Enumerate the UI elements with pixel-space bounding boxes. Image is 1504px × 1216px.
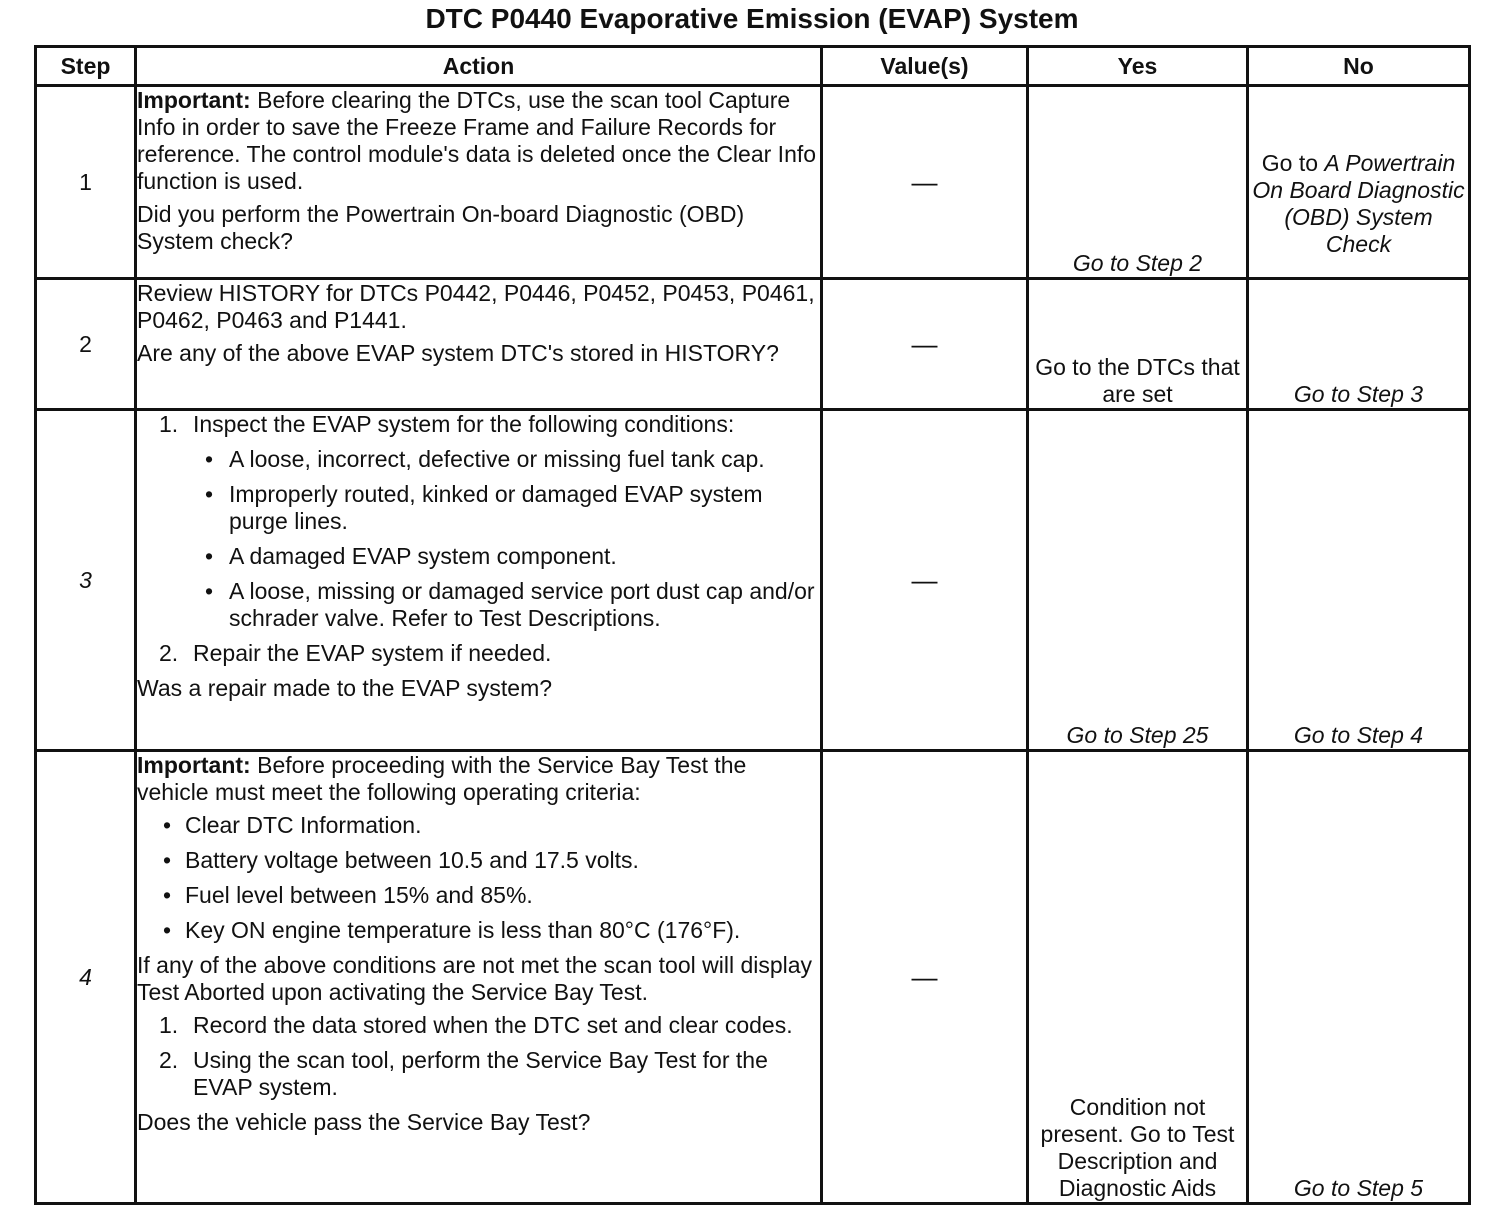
criteria-item (137, 917, 820, 944)
bullet-icon: • (205, 481, 214, 507)
bullet-icon: • (205, 446, 214, 472)
step-question: Was a repair made to the EVAP system? (137, 675, 553, 701)
header-no: No (1248, 47, 1470, 86)
step-question: Are any of the above EVAP system DTC's stored in HISTORY? (137, 340, 779, 366)
item-number: 1. (159, 411, 179, 437)
item-text: Repair the EVAP system if needed. (193, 640, 552, 666)
no-cell: Go to Step 4 (1248, 410, 1470, 751)
yes-cell: Go to Step 2 (1028, 86, 1248, 279)
bullet-icon: • (163, 812, 172, 838)
important-note (137, 87, 820, 195)
table-row (36, 751, 1470, 1204)
item-number: 2. (159, 1047, 179, 1073)
important-note (137, 752, 820, 806)
yes-cell: Go to Step 25 (1028, 410, 1248, 751)
bullet-icon: • (205, 543, 214, 569)
bullet-icon: • (163, 847, 172, 873)
criteria-text: Fuel level between 15% and 85%. (185, 882, 533, 908)
criteria-text: Battery voltage between 10.5 and 17.5 volts. (185, 847, 639, 873)
no-link: A Powertrain On Board Diagnostic (OBD) System Check (1252, 150, 1465, 257)
important-text: Before proceeding with the Service Bay Test the vehicle must meet the following operating criteria: (137, 752, 747, 805)
condition-text: Improperly routed, kinked or damaged EVAP system purge lines. (229, 481, 763, 534)
numbered-item (137, 411, 820, 438)
step-question: Did you perform the Powertrain On-board Diagnostic (OBD) System check? (137, 201, 745, 254)
action-cell (136, 751, 822, 1204)
table-row (36, 86, 1470, 279)
step-question: Does the vehicle pass the Service Bay Test? (137, 1109, 591, 1135)
important-label: Important: (137, 752, 251, 778)
step-number: 2 (36, 279, 136, 410)
step-number: 1 (36, 86, 136, 279)
page-title: DTC P0440 Evaporative Emission (EVAP) System (425, 3, 1079, 34)
important-label: Important: (137, 87, 251, 113)
bullet-icon: • (205, 578, 214, 604)
header-row (36, 47, 1470, 86)
criteria-text: Key ON engine temperature is less than 80°C (176°F). (185, 917, 741, 943)
no-cell (1248, 86, 1470, 279)
condition-text: A loose, missing or damaged service port dust cap and/or schrader valve. Refer to Test Descriptions. (229, 578, 815, 631)
action-cell (136, 279, 822, 410)
criteria-item (137, 812, 820, 839)
criteria-item (137, 847, 820, 874)
numbered-item (137, 1047, 820, 1101)
diagnostic-table (34, 45, 1471, 1205)
condition-item (137, 481, 820, 535)
numbered-item (137, 640, 820, 667)
step-note: If any of the above conditions are not met the scan tool will display Test Aborted upon activating the Service Bay Test. (137, 952, 813, 1005)
bullet-icon: • (163, 917, 172, 943)
criteria-item (137, 882, 820, 909)
header-yes: Yes (1028, 47, 1248, 86)
item-text: Using the scan tool, perform the Service Bay Test for the EVAP system. (193, 1047, 768, 1100)
condition-text: A damaged EVAP system component. (229, 543, 617, 569)
step-number: 3 (36, 410, 136, 751)
step-number: 4 (36, 751, 136, 1204)
item-number: 1. (159, 1012, 179, 1038)
no-prefix: Go to (1261, 150, 1325, 176)
header-values: Value(s) (822, 47, 1028, 86)
important-text: Before clearing the DTCs, use the scan tool Capture Info in order to save the Freeze Frame and Failure Records for reference. The control module's data is deleted once the Clear Info function is used. (137, 87, 817, 194)
item-text: Inspect the EVAP system for the following conditions: (193, 411, 735, 437)
step-text: Review HISTORY for DTCs P0442, P0446, P0452, P0453, P0461, P0462, P0463 and P1441. (137, 280, 815, 333)
header-step: Step (36, 47, 136, 86)
no-cell: Go to Step 5 (1248, 751, 1470, 1204)
value-cell: — (822, 86, 1028, 279)
criteria-text: Clear DTC Information. (185, 812, 422, 838)
action-cell (136, 86, 822, 279)
bullet-icon: • (163, 882, 172, 908)
value-cell: — (822, 410, 1028, 751)
yes-cell: Go to the DTCs that are set (1028, 279, 1248, 410)
condition-text: A loose, incorrect, defective or missing fuel tank cap. (229, 446, 765, 472)
table-row (36, 279, 1470, 410)
item-text: Record the data stored when the DTC set and clear codes. (193, 1012, 793, 1038)
value-cell: — (822, 751, 1028, 1204)
yes-cell: Condition not present. Go to Test Description and Diagnostic Aids (1028, 751, 1248, 1204)
table-row (36, 410, 1470, 751)
condition-item (137, 578, 820, 632)
no-cell: Go to Step 3 (1248, 279, 1470, 410)
condition-item (137, 446, 820, 473)
value-cell: — (822, 279, 1028, 410)
action-cell (136, 410, 822, 751)
header-action: Action (136, 47, 822, 86)
numbered-item (137, 1012, 820, 1039)
item-number: 2. (159, 640, 179, 666)
condition-item (137, 543, 820, 570)
